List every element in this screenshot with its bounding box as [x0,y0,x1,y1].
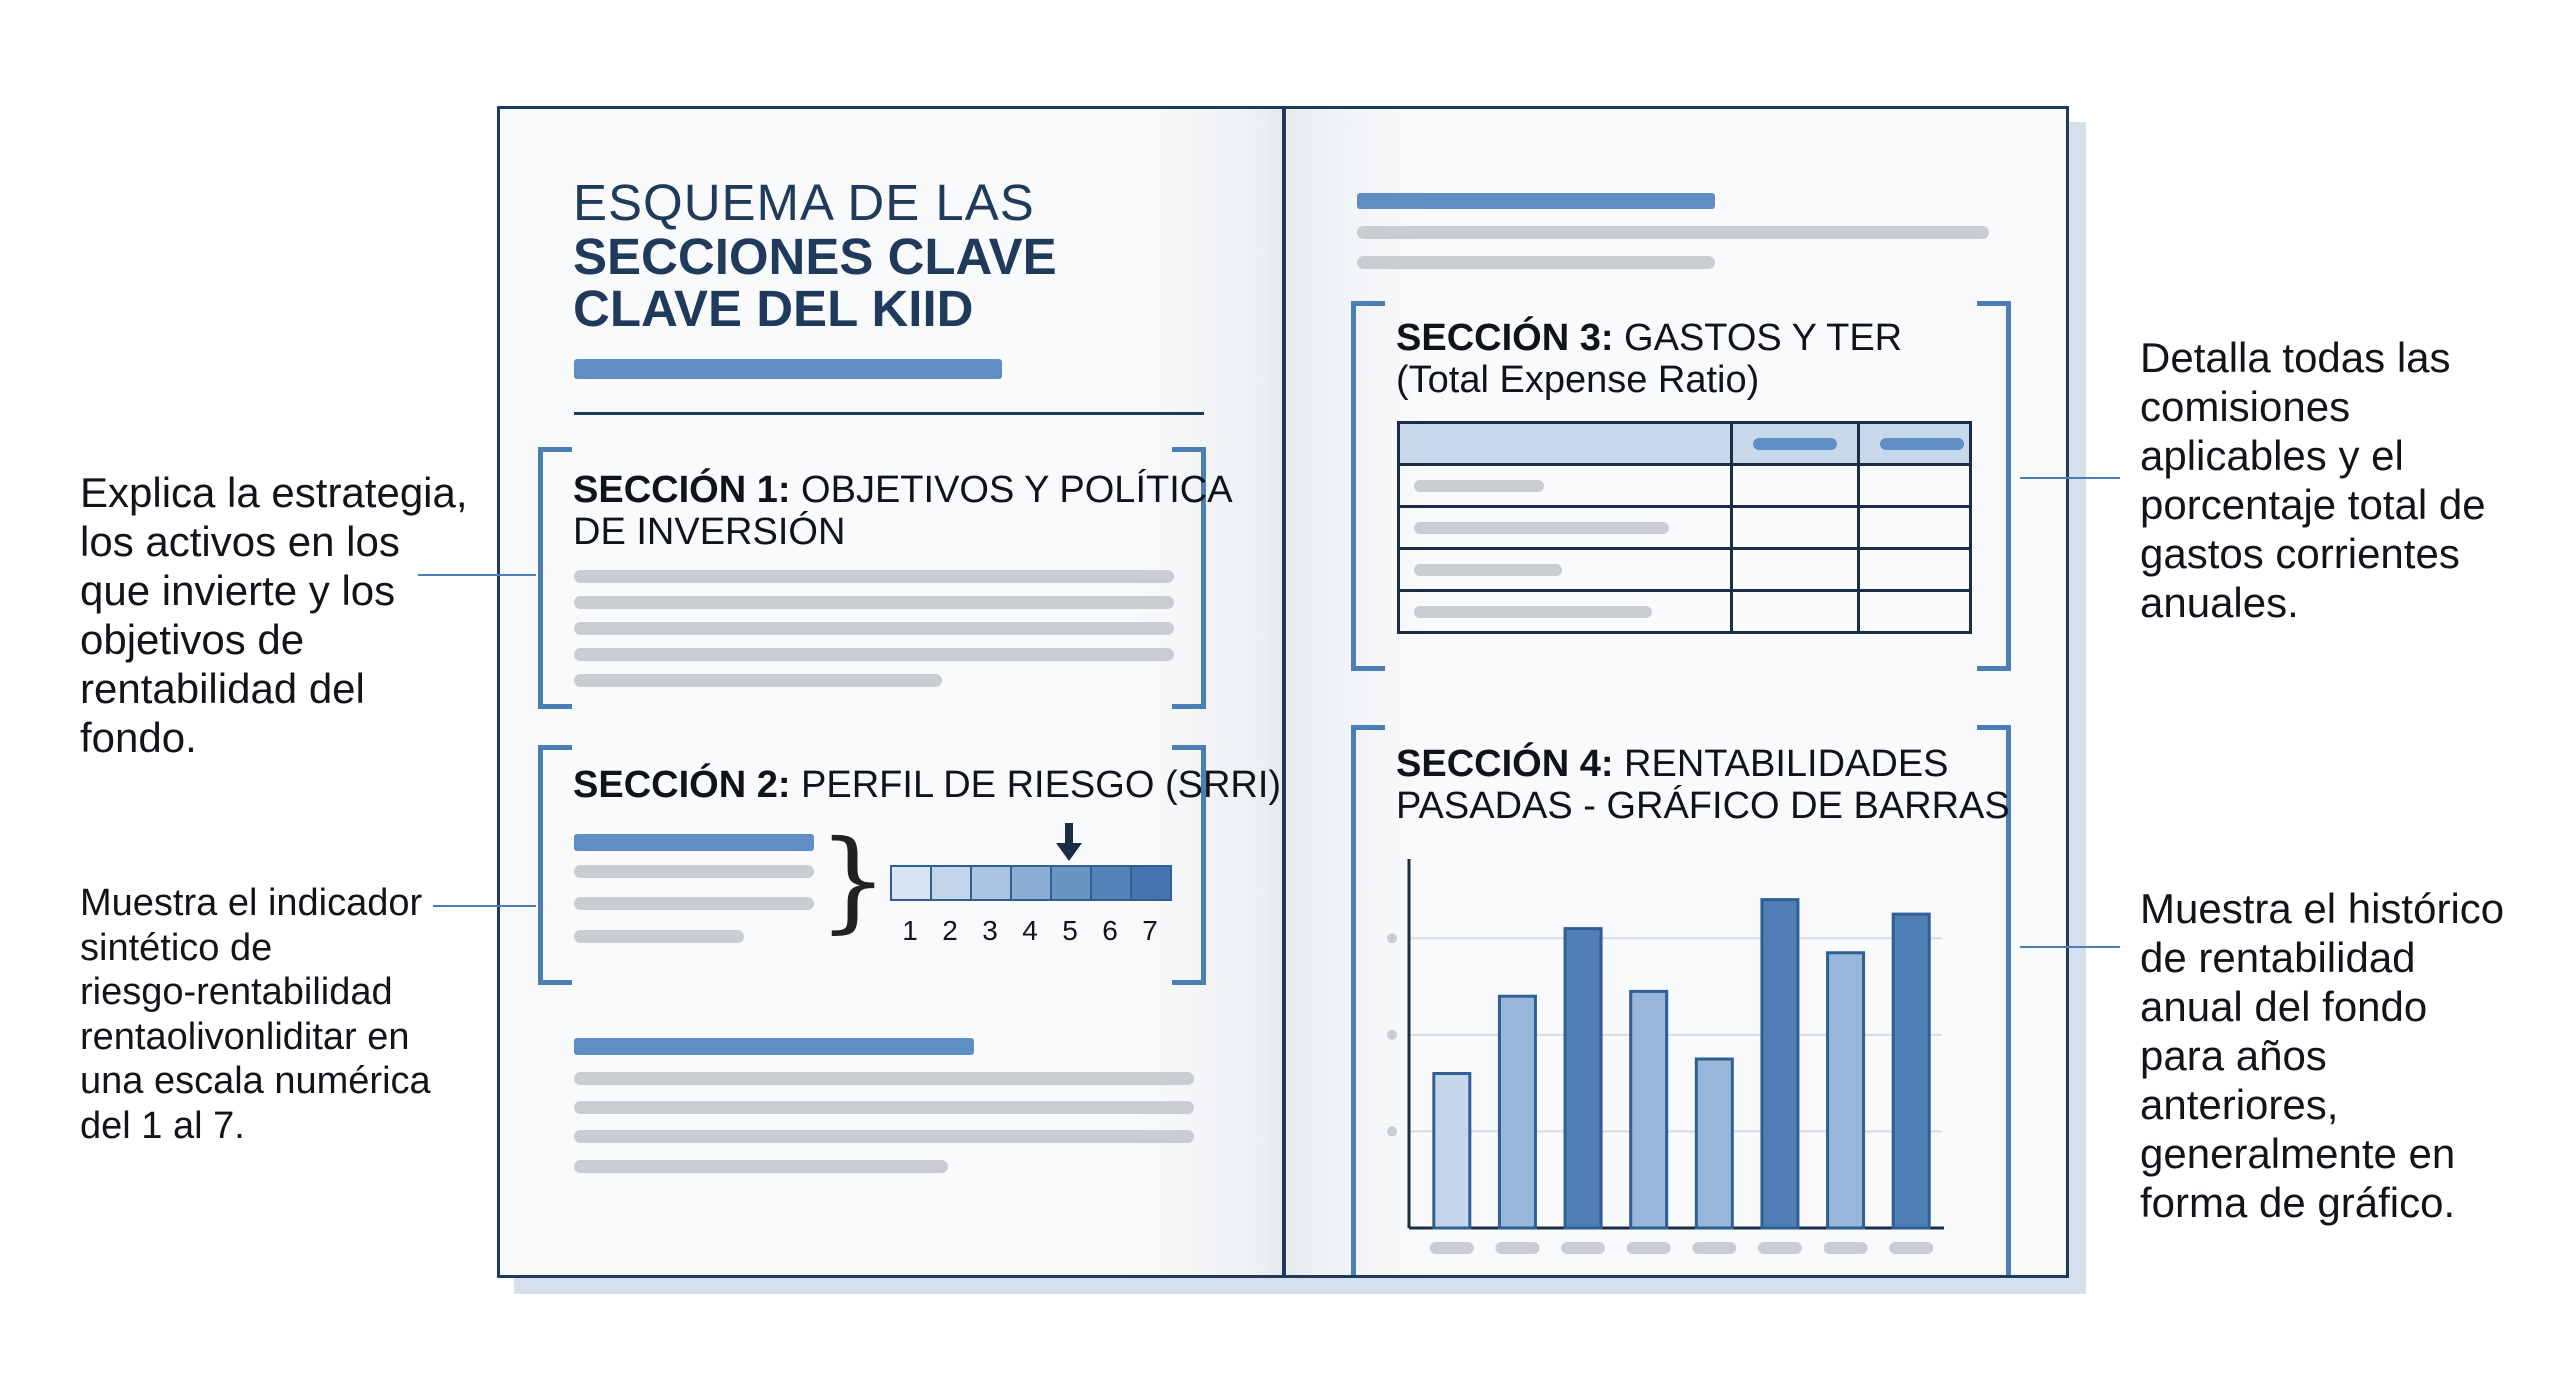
srri-level-box [1130,865,1172,901]
text-placeholder-line [574,596,1174,609]
text-placeholder-line [1357,226,1989,239]
bar [1565,929,1601,1228]
srri-level-box [970,865,1012,901]
x-tick-label-placeholder [1495,1242,1539,1254]
text-placeholder-line [574,648,1174,661]
section-1-heading [573,469,1233,553]
text-placeholder-line [1357,256,1715,269]
section-2-label: SECCIÓN 2: [573,764,791,806]
srri-level-box [930,865,972,901]
x-tick-label-placeholder [1692,1242,1736,1254]
srri-level-label: 3 [982,915,998,946]
table-header-row [1399,423,1971,465]
left-page [500,109,1284,1275]
x-tick-label-placeholder [1758,1242,1802,1254]
table-cell [1859,549,1971,591]
annotation-section-3 [2140,333,2486,627]
table-cell [1399,591,1732,633]
section-4-bracket-left [1351,725,1385,1278]
table-cell [1732,507,1859,549]
annotation-line: rentabilidad del [80,665,365,712]
bar [1631,991,1667,1228]
annotation-line: porcentaje total de [2140,481,2486,528]
srri-level-box [1010,865,1052,901]
srri-level-box [890,865,932,901]
srri-level-label: 7 [1142,915,1158,946]
annotation-line: anual del fondo [2140,983,2428,1030]
text-placeholder-line [574,674,942,687]
annotation-line: anuales. [2140,579,2299,626]
table-cell [1732,549,1859,591]
bar [1499,996,1535,1228]
annotation-line: comisiones [2140,383,2351,430]
text-placeholder-line [1357,193,1715,209]
curly-brace-icon: } [818,816,888,944]
annotation-line: riesgo-rentabilidad [80,971,393,1013]
annotation-line: de rentabilidad [2140,934,2416,981]
table-cell [1399,507,1732,549]
text-placeholder-line [574,1038,974,1055]
table-cell [1859,465,1971,507]
section-3-label: SECCIÓN 3: [1396,317,1614,359]
annotation-line: que invierte y los [80,567,396,614]
section-1-label: SECCIÓN 1: [573,469,791,511]
arrow-down-icon [1054,823,1084,863]
text-placeholder-line [574,570,1174,583]
annotation-line: aplicables y el [2140,432,2404,479]
annotation-line: gastos corrientes [2140,530,2460,577]
x-tick-label-placeholder [1561,1242,1605,1254]
annotation-line: los activos en los [80,518,400,565]
section-2-bracket-left [538,745,572,985]
connector-line-section-2 [433,905,536,907]
section-2-heading [573,764,1281,806]
section-2-title: PERFIL DE RIESGO (SRRI) [801,764,1282,806]
connector-line-section-1 [418,574,536,576]
section-4-heading [1396,743,2010,827]
section-1-bracket-left [538,447,572,709]
text-placeholder-line [574,1130,1194,1143]
srri-level-label: 6 [1102,915,1118,946]
section-3-bracket-right [1977,301,2011,671]
text-placeholder-line [574,1160,948,1173]
table-cell [1399,423,1732,465]
srri-level-box [1090,865,1132,901]
title-divider [574,412,1204,415]
bar [1762,900,1798,1228]
annotation-line: forma de gráfico. [2140,1179,2456,1226]
srri-level-label: 4 [1022,915,1038,946]
annotation-section-1 [80,468,468,762]
past-performance-bar-chart [1387,851,1967,1261]
annotation-line: generalmente en [2140,1130,2456,1177]
srri-level-label: 2 [942,915,958,946]
text-placeholder-line [574,622,1174,635]
srri-level-label: 1 [902,915,918,946]
table-cell [1859,423,1971,465]
tick-dot [1387,1030,1397,1040]
text-placeholder-line [574,834,814,851]
table-row [1399,591,1971,633]
section-3-title-line-2: (Total Expense Ratio) [1396,359,1760,401]
x-tick-label-placeholder [1627,1242,1671,1254]
right-page [1287,109,2069,1275]
book-spine [1282,109,1286,1275]
x-tick-label-placeholder [1824,1242,1868,1254]
bar [1893,914,1929,1228]
table-cell [1399,465,1732,507]
annotation-line: fondo. [80,714,197,761]
table-cell [1732,423,1859,465]
bar [1696,1059,1732,1228]
table-cell [1859,591,1971,633]
bar [1434,1073,1470,1228]
ter-table [1397,421,1972,634]
section-4-label: SECCIÓN 4: [1396,743,1614,785]
section-3-bracket-left [1351,301,1385,671]
section-1-title-line-1: OBJETIVOS Y POLÍTICA [801,469,1233,511]
title-accent-bar [574,359,1002,379]
annotation-line: del 1 al 7. [80,1104,245,1147]
text-placeholder-line [574,1072,1194,1085]
annotation-line: Explica la estrategia, [80,469,468,516]
kiid-document [497,106,2069,1278]
text-placeholder-line [574,1101,1194,1114]
srri-level-label: 5 [1062,915,1078,946]
table-cell [1732,591,1859,633]
page-title-line-3: CLAVE DEL KIID [573,280,974,337]
annotation-line: Detalla todas las [2140,334,2451,381]
page-title-line-2: SECCIONES CLAVE [573,228,1057,285]
section-4-title-line-1: RENTABILIDADES [1624,743,1949,785]
section-3-title-line-1: GASTOS Y TER [1624,317,1903,359]
table-cell [1859,507,1971,549]
table-row [1399,507,1971,549]
x-tick-label-placeholder [1430,1242,1474,1254]
connector-line-section-3 [2020,477,2120,479]
annotation-section-2 [80,881,431,1148]
bar [1828,953,1864,1228]
annotation-line: objetivos de [80,616,305,663]
connector-line-section-4 [2020,946,2120,948]
annotation-section-4 [2140,884,2504,1227]
annotation-line: anteriores, [2140,1081,2339,1128]
table-cell [1732,465,1859,507]
annotation-line: Muestra el histórico [2140,885,2505,932]
table-row [1399,465,1971,507]
section-4-title-line-2: PASADAS - GRÁFICO DE BARRAS [1396,785,2010,827]
annotation-line: sintético de [80,926,273,969]
annotation-line: una escala numérica [80,1060,431,1102]
table-cell [1399,549,1732,591]
text-placeholder-line [574,897,814,910]
annotation-line: para años [2140,1032,2327,1079]
annotation-line: Muestra el indicador [80,882,423,924]
tick-dot [1387,933,1397,943]
text-placeholder-line [574,930,744,943]
page-title-line-1: ESQUEMA DE LAS [573,174,1035,231]
x-tick-label-placeholder [1889,1242,1933,1254]
srri-level-box [1050,865,1092,901]
section-1-title-line-2: DE INVERSIÓN [573,511,846,553]
section-3-heading [1396,317,1902,401]
annotation-line: rentaolivonliditar en [80,1015,410,1058]
tick-dot [1387,1126,1397,1136]
table-row [1399,549,1971,591]
text-placeholder-line [574,865,814,878]
